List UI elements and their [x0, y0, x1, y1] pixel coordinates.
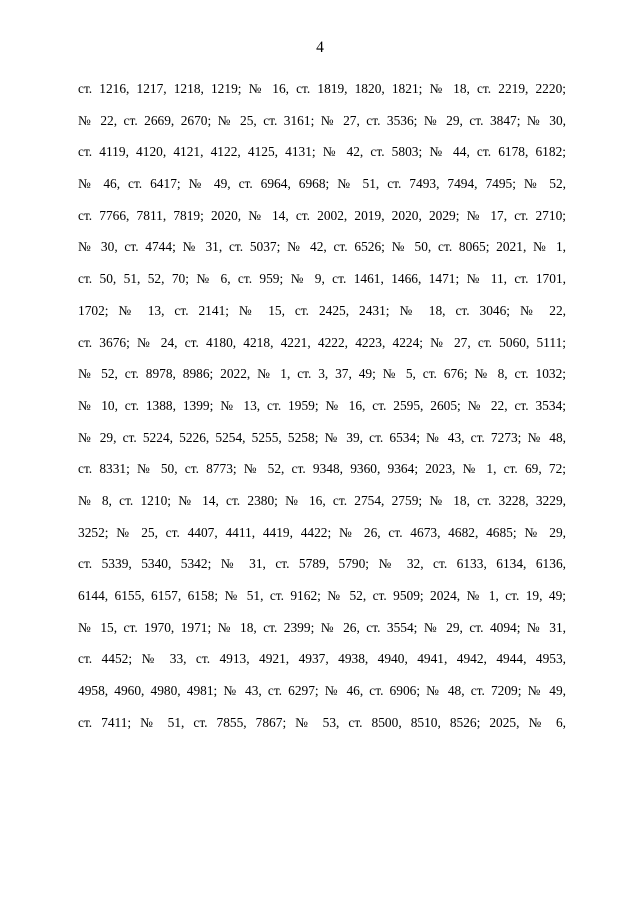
text-line-20: 4958, 4960, 4980, 4981; № 43, ст. 6297; № 46, ст. 6906; № 48, ст. 7209; № 49, — [78, 683, 566, 699]
text-line-2: № 22, ст. 2669, 2670; № 25, ст. 3161; № 27, ст. 3536; № 29, ст. 3847; № 30, — [78, 112, 566, 128]
text-line-8: 1702; № 13, ст. 2141; № 15, ст. 2425, 2431; № 18, ст. 3046; № 22, — [78, 302, 566, 318]
text-line-16: ст. 5339, 5340, 5342; № 31, ст. 5789, 5790; № 32, ст. 6133, 6134, 6136, — [78, 556, 566, 572]
text-line-3: ст. 4119, 4120, 4121, 4122, 4125, 4131; № 42, ст. 5803; № 44, ст. 6178, 6182; — [78, 144, 566, 160]
page-number: 4 — [316, 39, 324, 56]
text-line-5: ст. 7766, 7811, 7819; 2020, № 14, ст. 2002, 2019, 2020, 2029; № 17, ст. 2710; — [78, 207, 566, 223]
text-line-9: ст. 3676; № 24, ст. 4180, 4218, 4221, 4222, 4223, 4224; № 27, ст. 5060, 5111; — [78, 334, 566, 350]
text-line-11: № 10, ст. 1388, 1399; № 13, ст. 1959; № 16, ст. 2595, 2605; № 22, ст. 3534; — [78, 397, 566, 413]
text-line-4: № 46, ст. 6417; № 49, ст. 6964, 6968; № 51, ст. 7493, 7494, 7495; № 52, — [78, 176, 566, 192]
text-line-10: № 52, ст. 8978, 8986; 2022, № 1, ст. 3, 37, 49; № 5, ст. 676; № 8, ст. 1032; — [78, 366, 566, 382]
document-body — [78, 73, 566, 738]
text-line-18: № 15, ст. 1970, 1971; № 18, ст. 2399; № 26, ст. 3554; № 29, ст. 4094; № 31, — [78, 619, 566, 635]
text-line-7: ст. 50, 51, 52, 70; № 6, ст. 959; № 9, ст. 1461, 1466, 1471; № 11, ст. 1701, — [78, 271, 566, 287]
text-line-1: ст. 1216, 1217, 1218, 1219; № 16, ст. 1819, 1820, 1821; № 18, ст. 2219, 2220; — [78, 81, 566, 96]
text-line-13: ст. 8331; № 50, ст. 8773; № 52, ст. 9348, 9360, 9364; 2023, № 1, ст. 69, 72; — [78, 461, 566, 477]
text-line-19: ст. 4452; № 33, ст. 4913, 4921, 4937, 4938, 4940, 4941, 4942, 4944, 4953, — [78, 651, 566, 667]
text-line-17: 6144, 6155, 6157, 6158; № 51, ст. 9162; № 52, ст. 9509; 2024, № 1, ст. 19, 49; — [78, 588, 566, 603]
text-line-15: 3252; № 25, ст. 4407, 4411, 4419, 4422; № 26, ст. 4673, 4682, 4685; № 29, — [78, 524, 566, 540]
text-line-14: № 8, ст. 1210; № 14, ст. 2380; № 16, ст. 2754, 2759; № 18, ст. 3228, 3229, — [78, 492, 566, 508]
text-line-21: ст. 7411; № 51, ст. 7855, 7867; № 53, ст. 8500, 8510, 8526; 2025, № 6, — [78, 714, 566, 730]
text-line-6: № 30, ст. 4744; № 31, ст. 5037; № 42, ст. 6526; № 50, ст. 8065; 2021, № 1, — [78, 239, 566, 255]
text-line-12: № 29, ст. 5224, 5226, 5254, 5255, 5258; № 39, ст. 6534; № 43, ст. 7273; № 48, — [78, 429, 566, 445]
